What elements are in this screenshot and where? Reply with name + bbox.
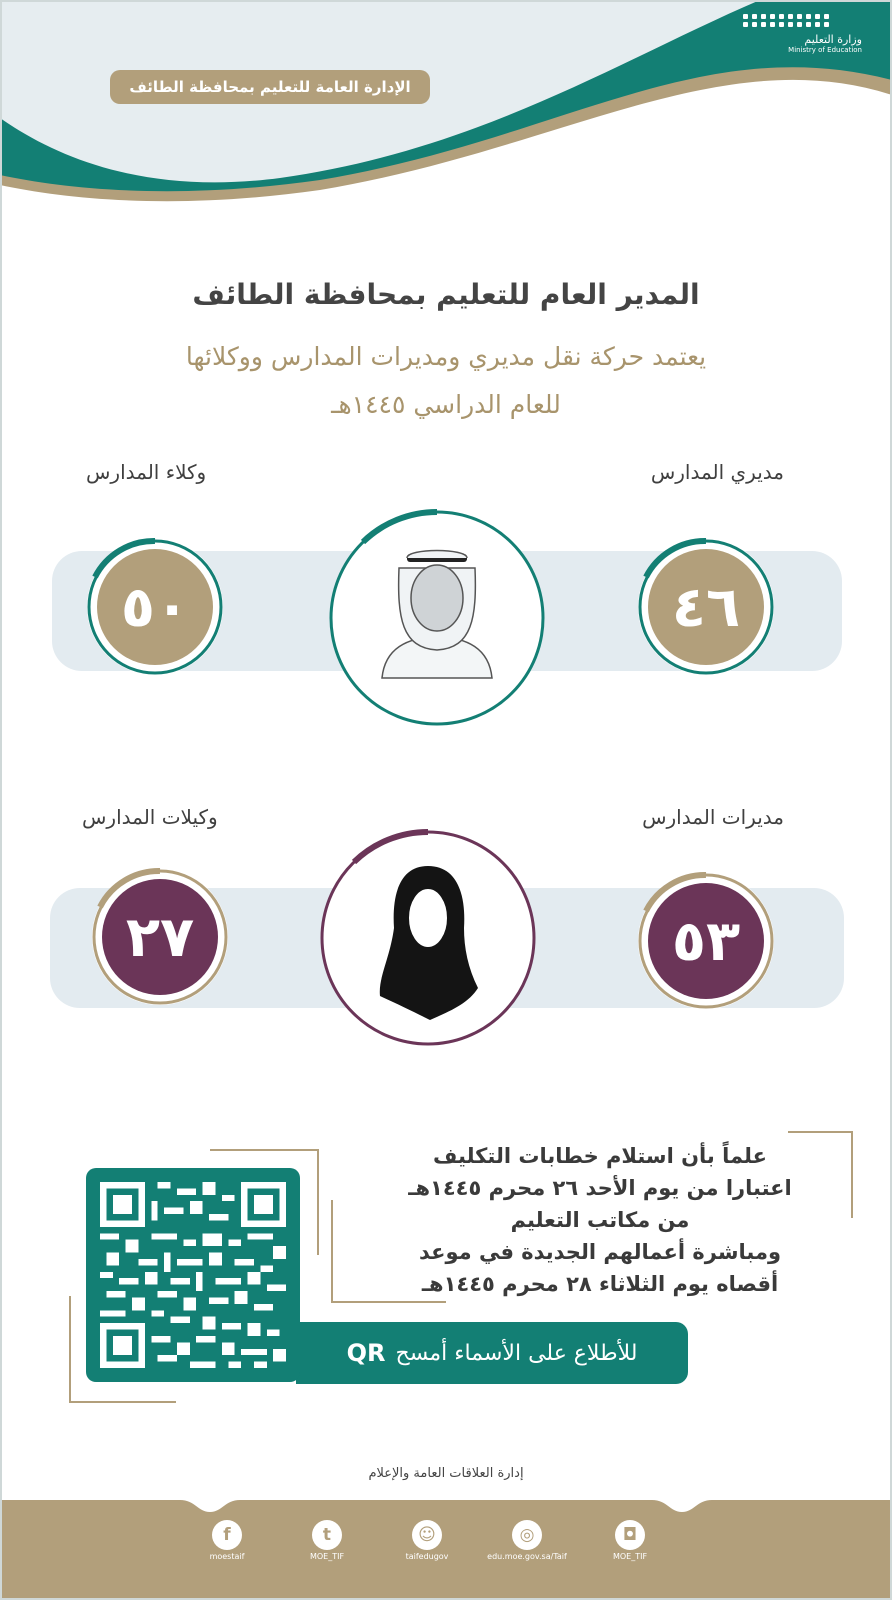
subtitle-line-2: للعام الدراسي ١٤٤٥هـ bbox=[331, 390, 561, 419]
female-principals-count: ٥٣ bbox=[648, 883, 764, 999]
social-handle: MOE_TIF bbox=[612, 1552, 648, 1561]
male-principals-label: مديري المدارس bbox=[650, 460, 784, 484]
snapchat-icon: ☺ bbox=[412, 1520, 442, 1550]
qr-code[interactable] bbox=[86, 1168, 300, 1382]
subtitle-line-1: يعتمد حركة نقل مديري ومديرات المدارس ووكلائها bbox=[185, 342, 707, 371]
website-icon: ◎ bbox=[512, 1520, 542, 1550]
notice-text bbox=[365, 1140, 835, 1300]
social-instagram[interactable] bbox=[590, 1520, 670, 1561]
female-deputies-count: ٢٧ bbox=[102, 879, 218, 995]
social-twitter[interactable] bbox=[287, 1520, 367, 1561]
footer-department: إدارة العلاقات العامة والإعلام bbox=[368, 1466, 524, 1481]
qr-prompt-text: للأطلاع على الأسماء أمسح bbox=[395, 1340, 638, 1366]
instagram-icon: ◘ bbox=[615, 1520, 645, 1550]
notice-line-4: ومباشرة أعمالهم الجديدة في موعد bbox=[419, 1240, 781, 1264]
social-handle: edu.moe.gov.sa/Taif bbox=[487, 1552, 567, 1561]
qr-code-icon bbox=[100, 1182, 286, 1368]
male-deputies-label: وكلاء المدارس bbox=[86, 460, 207, 484]
qr-tag: QR bbox=[346, 1339, 386, 1367]
qr-prompt-bar[interactable] bbox=[296, 1322, 688, 1384]
ministry-name-en: Ministry of Education bbox=[788, 46, 862, 54]
social-handle: taifedugov bbox=[405, 1552, 449, 1561]
male-deputies-count: ٥٠ bbox=[97, 549, 213, 665]
social-facebook[interactable] bbox=[187, 1520, 267, 1561]
social-handle: moestaif bbox=[209, 1552, 245, 1561]
male-principals-count: ٤٦ bbox=[648, 549, 764, 665]
ministry-name-ar: وزارة التعليم bbox=[804, 33, 862, 46]
directorate-pill: الإدارة العامة للتعليم بمحافظة الطائف bbox=[110, 70, 430, 104]
social-handle: MOE_TIF bbox=[309, 1552, 345, 1561]
female-principals-label: مديرات المدارس bbox=[642, 805, 784, 829]
facebook-icon: f bbox=[212, 1520, 242, 1550]
page-title: المدير العام للتعليم بمحافظة الطائف bbox=[192, 278, 700, 311]
twitter-icon: t bbox=[312, 1520, 342, 1550]
notice-line-1: علماً بأن استلام خطابات التكليف bbox=[433, 1144, 767, 1168]
social-snapchat[interactable] bbox=[387, 1520, 467, 1561]
notice-line-5: أقصاه يوم الثلاثاء ٢٨ محرم ١٤٤٥هـ bbox=[421, 1272, 779, 1296]
notice-line-2: اعتبارا من يوم الأحد ٢٦ محرم ١٤٤٥هـ bbox=[408, 1176, 792, 1200]
female-deputies-label: وكيلات المدارس bbox=[82, 805, 218, 829]
notice-line-3: من مكاتب التعليم bbox=[510, 1208, 690, 1232]
social-website[interactable] bbox=[487, 1520, 567, 1561]
